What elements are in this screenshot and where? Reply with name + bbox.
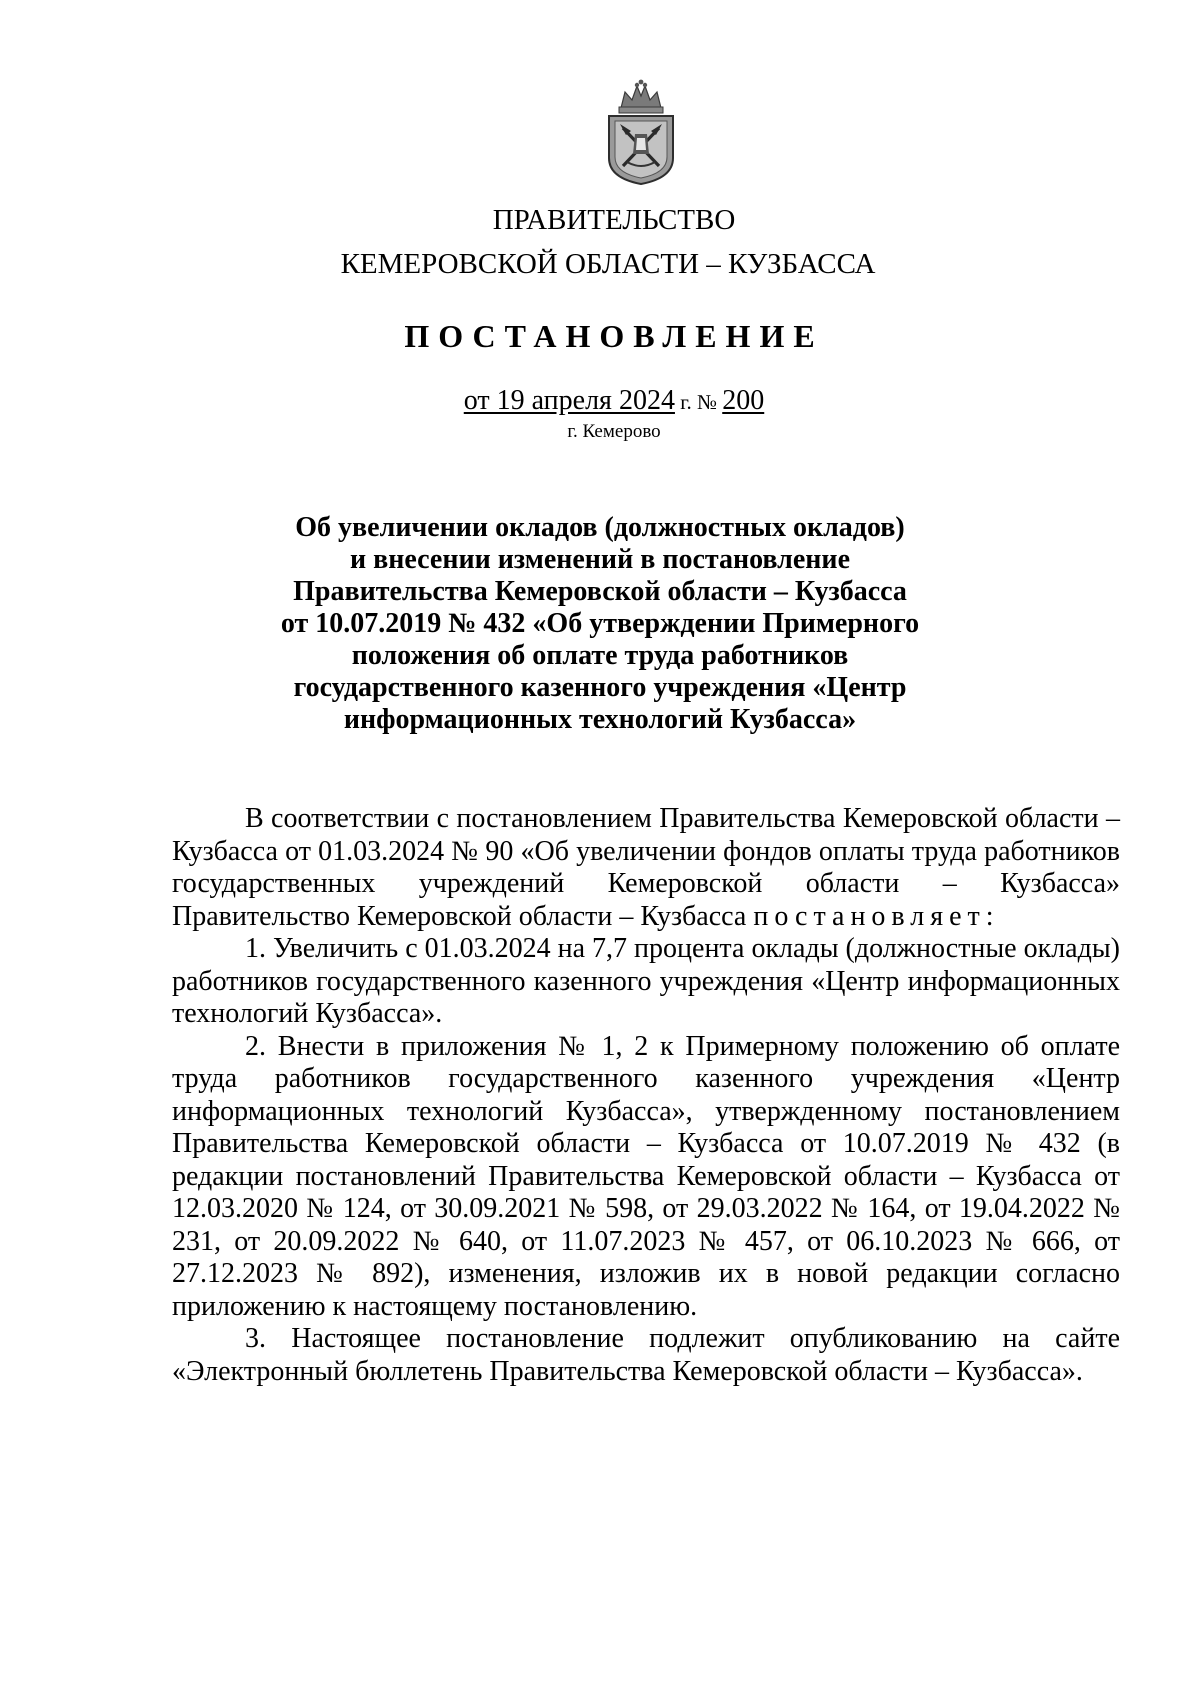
title-line: и внесении изменений в постановление — [350, 544, 850, 575]
intro-end: : — [985, 900, 994, 932]
authority-title: ПРАВИТЕЛЬСТВО — [492, 204, 736, 236]
title-line: положения об оплате труда работников — [351, 640, 849, 671]
date-number-connector: г. № — [674, 390, 723, 414]
item-paragraph-3: 3. Настоящее постановление подлежит опубликованию на сайте «Электронный бюллетень Правительства Кемеровской области – Кузбасса». — [172, 1323, 1120, 1387]
resolution-keyword: постановляет — [753, 900, 986, 932]
title-line: Об увеличении окладов (должностных окладов) — [295, 512, 905, 543]
title-line: Правительства Кемеровской области – Кузбасса — [293, 576, 907, 607]
date-number-line — [14, 383, 1200, 420]
coat-of-arms-emblem — [599, 78, 683, 186]
intro-text: В соответствии с постановлением Правительства Кемеровской области – Кузбасса от 01.03.2024 № 90 «Об увеличении фондов оплаты труда работников государственных учреждений Кемеровской области – Кузбасса» Правительство Кемеровской области – Кузбасса — [172, 803, 1120, 932]
title-line: государственного казенного учреждения «Центр — [293, 672, 907, 703]
document-body — [172, 803, 1120, 1388]
title-line: от 10.07.2019 № 432 «Об утверждении Примерного — [280, 608, 920, 639]
intro-paragraph — [172, 803, 1120, 933]
item-paragraph-2: 2. Внести в приложения № 1, 2 к Примерному положению об оплате труда работников государственного казенного учреждения «Центр информационных технологий Кузбасса», утвержденному постановлением Правительства Кемеровской области – Кузбасса от 10.07.2019 № 432 (в редакции постановлений Правительства Кемеровской области – Кузбасса от 12.03.2020 № 124, от 30.09.2021 № 598, от 29.03.2022 № 164, от 19.04.2022 № 231, от 20.09.2022 № 640, от 11.07.2023 № 457, от 06.10.2023 № 666, от 27.12.2023 № 892), изменения, изложив их в новой редакции согласно приложению к настоящему постановлению. — [172, 1030, 1120, 1322]
item-paragraph-1: 1. Увеличить с 01.03.2024 на 7,7 процента оклады (должностные оклады) работников государственного казенного учреждения «Центр информационных технологий Кузбасса». — [172, 933, 1120, 1029]
document-number: 200 — [722, 385, 765, 416]
document-type: ПОСТАНОВЛЕНИЕ — [404, 318, 824, 354]
title-line: информационных технологий Кузбасса» — [343, 704, 857, 735]
document-city: г. Кемерово — [567, 421, 661, 442]
document-date: от 19 апреля 2024 — [463, 385, 675, 416]
coat-of-arms-icon — [599, 78, 683, 186]
authority-region: КЕМЕРОВСКОЙ ОБЛАСТИ – КУЗБАССА — [340, 248, 876, 280]
document-title — [0, 512, 1200, 736]
